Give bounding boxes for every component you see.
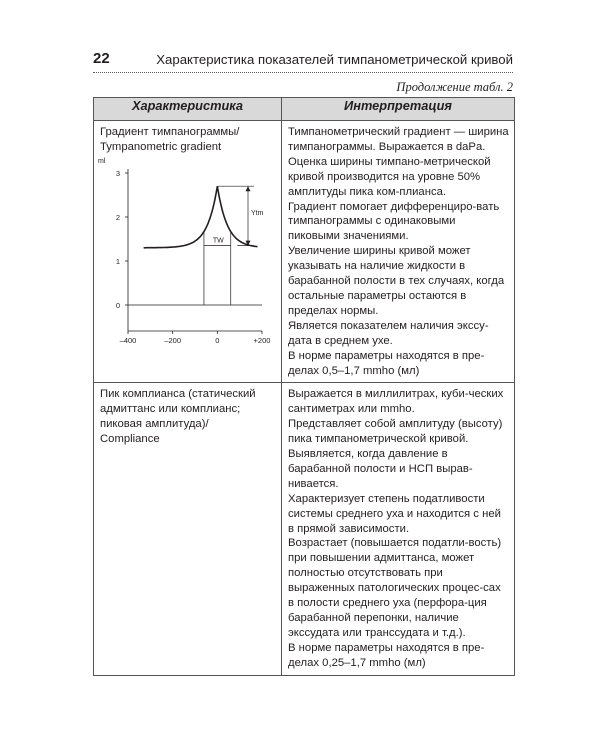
interpretation-paragraph: Характеризует степень податливости системы среднего уха и находится с ней в прямой зависимости. — [288, 492, 501, 535]
characteristic-line: Градиент тимпанограммы/ — [100, 126, 240, 138]
tympanogram-curve — [144, 186, 258, 248]
tympanogram-chart — [92, 157, 272, 345]
y-tick-label: 2 — [115, 212, 120, 222]
page-number: 22 — [93, 50, 110, 67]
x-tick-label: +200 — [253, 335, 271, 345]
page-header — [93, 50, 513, 73]
characteristic-line: Пик комплианса (статический адмиттанс или комплианс; пиковая амплитуда)/ — [100, 388, 256, 431]
interpretation-cell — [282, 121, 515, 383]
interpretation-paragraph: Градиент помогает дифференциро-вать тимпанограммы с одинаковыми пиковыми значениями. — [288, 200, 500, 243]
interpretation-cell — [282, 383, 515, 675]
interpretation-paragraph: В норме параметры находятся в пре-делах 0,5–1,7 mmho (мл) — [288, 349, 485, 377]
interpretation-paragraph: Возрастает (повышается податли-вость) при повышении адмиттанса, может полностью отсутствовать при выраженных патологических процес-сах в полости среднего уха (перфора-ция барабанной перепонки, наличие экссудата или транссудата и т.д.). — [288, 537, 502, 639]
ytm-label: Ytm — [251, 209, 264, 217]
y-tick-label: 1 — [115, 256, 120, 266]
y-tick-label: 0 — [115, 300, 120, 310]
interpretation-paragraph: Выражается в миллилитрах, куби-ческих сантиметрах или mmho. — [288, 388, 504, 416]
table-header-row — [94, 98, 515, 121]
column-header-interpretation: Интерпретация — [282, 98, 515, 121]
x-tick-label: –400 — [119, 335, 137, 345]
y-axis-label: ml — [98, 157, 106, 165]
interpretation-paragraph: Тимпанометрический градиент — ширина тимпанограммы. Выражается в daPa. Оценка ширины тимпано-метрической кривой производится на уровне 50% амплитуды пика ком-плианса. — [288, 126, 509, 198]
characteristic-cell — [94, 383, 282, 675]
interpretation-paragraph: Является показателем наличия экссу-дата в среднем ухе. — [288, 319, 489, 347]
interpretation-paragraph: Увеличение ширины кривой может указывать на наличие жидкости в барабанной полости в тех случаях, когда остальные параметры остаются в пределах нормы. — [288, 245, 505, 317]
characteristic-line: Tympanometric gradient — [100, 140, 222, 153]
characteristics-table — [93, 97, 515, 676]
interpretation-paragraph: Представляет собой амплитуду (высоту) пика тимпанометрической кривой. Выявляется, когда давление в барабанной полости и НСП вырав-нивается. — [288, 418, 503, 490]
x-tick-label: –200 — [164, 335, 182, 345]
continuation-label: Продолжение табл. 2 — [396, 80, 513, 94]
characteristic-cell — [94, 121, 282, 383]
table-row — [94, 383, 515, 675]
y-tick-label: 3 — [115, 168, 120, 178]
interpretation-paragraph: В норме параметры находятся в пре-делах 0,25–1,7 mmho (мл) — [288, 641, 485, 669]
column-header-characteristic: Характеристика — [94, 98, 282, 121]
tw-label: TW — [212, 237, 224, 245]
ytm-arrowhead — [246, 186, 251, 191]
x-tick-label: 0 — [215, 335, 220, 345]
table-row — [94, 121, 515, 383]
characteristic-line: Compliance — [100, 433, 160, 446]
running-title: Характеристика показателей тимпанометрической кривой — [156, 52, 513, 67]
